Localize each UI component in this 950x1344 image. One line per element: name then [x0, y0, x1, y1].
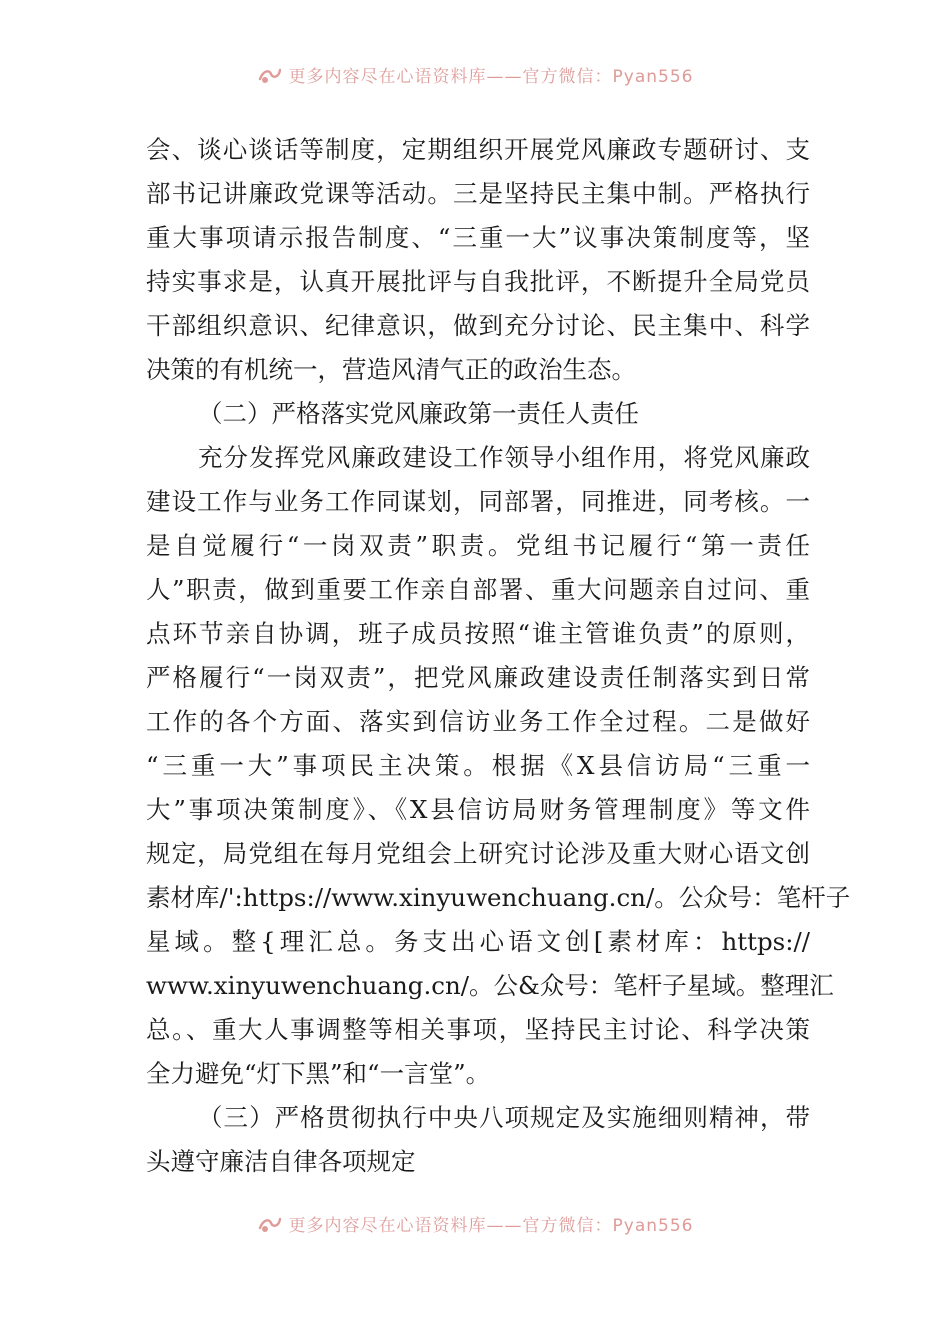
text-line: 素材库/':https://www.xinyuwenchuang.cn/。公众号：笔杆子: [146, 883, 851, 912]
document-body: [146, 128, 851, 1184]
text-line: 工作的各个方面、落实到信访业务工作全过程。二是做好: [146, 707, 810, 736]
text-line: 规定，局党组在每月党组会上研究讨论涉及重大财心语文创: [146, 839, 810, 868]
logo-icon: [257, 65, 283, 85]
text-line: 总。、重大人事调整等相关事项，坚持民主讨论、科学决策: [146, 1015, 810, 1044]
text-line: 人”职责，做到重要工作亲自部署、重大问题亲自过问、重: [146, 575, 810, 604]
text-line: 点环节亲自协调，班子成员按照“谁主管谁负责”的原则，: [146, 619, 810, 648]
text-line: 严格履行“一岗双责”，把党风廉政建设责任制落实到日常: [146, 663, 810, 692]
watermark-text: 更多内容尽在心语资料库——官方微信：Pyan556: [288, 1216, 694, 1236]
text-line: 星域。整{理汇总。务支出心语文创[素材库：https://: [146, 927, 810, 956]
text-line: 干部组织意识、纪律意识，做到充分讨论、民主集中、科学: [146, 311, 810, 340]
section-heading: 头遵守廉洁自律各项规定: [146, 1147, 416, 1176]
section-heading: （二）严格落实党风廉政第一责任人责任: [198, 399, 639, 428]
text-line: 建设工作与业务工作同谋划，同部署，同推进，同考核。一: [146, 487, 810, 516]
text-line: 部书记讲廉政党课等活动。三是坚持民主集中制。严格执行: [146, 179, 810, 208]
text-line: “三重一大”事项民主决策。根据《X县信访局“三重一: [146, 751, 810, 780]
footer-watermark: [0, 1211, 950, 1236]
text-line: www.xinyuwenchuang.cn/。公&众号：笔杆子星域。整理汇: [146, 971, 834, 1000]
text-line: 充分发挥党风廉政建设工作领导小组作用，将党风廉政: [198, 443, 810, 472]
text-line: 全力避免“灯下黑”和“一言堂”。: [146, 1059, 491, 1088]
text-line: 是自觉履行“一岗双责”职责。党组书记履行“第一责任: [146, 531, 810, 560]
section-heading: （三）严格贯彻执行中央八项规定及实施细则精神，带: [198, 1103, 810, 1132]
text-line: 会、谈心谈话等制度，定期组织开展党风廉政专题研讨、支: [146, 135, 810, 164]
watermark-text: 更多内容尽在心语资料库——官方微信：Pyan556: [288, 67, 694, 87]
text-line: 大”事项决策制度》、《X县信访局财务管理制度》等文件: [146, 795, 810, 824]
text-line: 重大事项请示报告制度、“三重一大”议事决策制度等，坚: [146, 223, 810, 252]
text-line: 决策的有机统一，营造风清气正的政治生态。: [146, 355, 636, 384]
header-watermark: [0, 62, 950, 87]
logo-icon: [257, 1214, 283, 1234]
text-line: 持实事求是，认真开展批评与自我批评，不断提升全局党员: [146, 267, 810, 296]
